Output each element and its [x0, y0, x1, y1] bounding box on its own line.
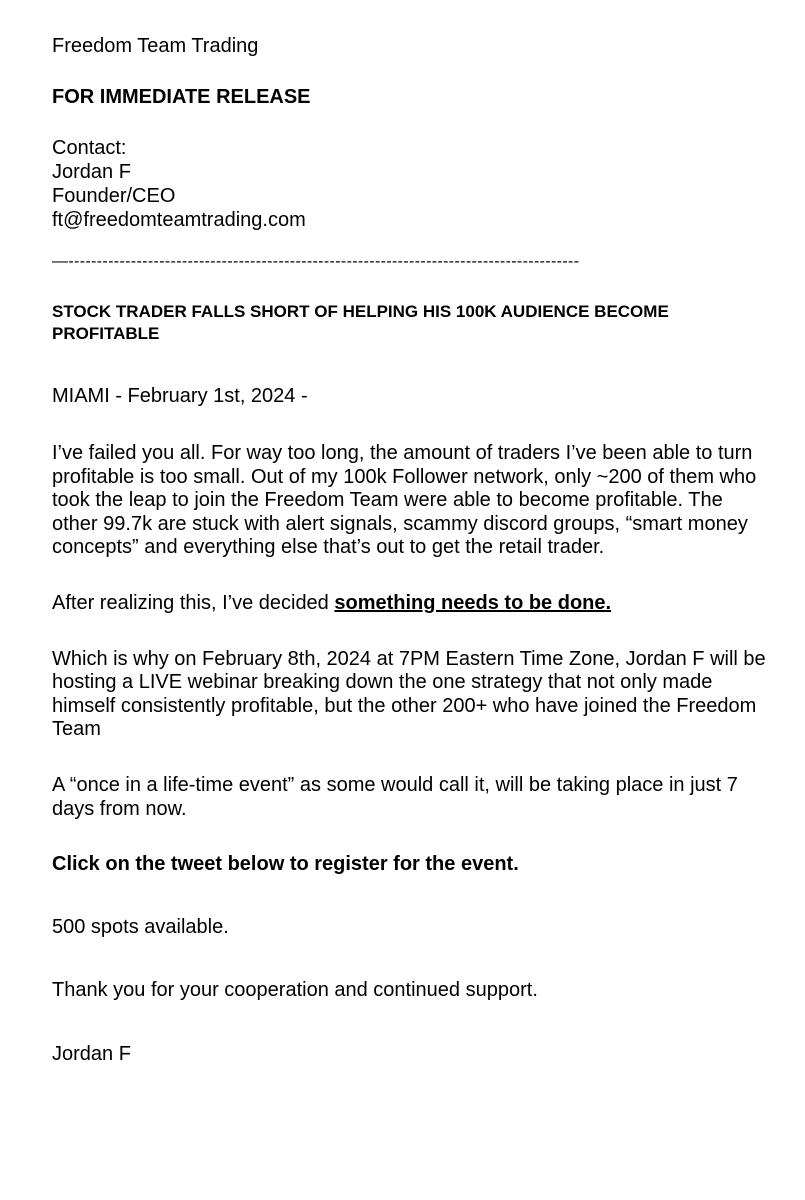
press-release-document	[52, 34, 772, 1067]
contact-block	[52, 136, 772, 232]
paragraph-call-to-action: Click on the tweet below to register for the event.	[52, 853, 519, 876]
contact-title: Founder/CEO	[52, 185, 176, 207]
headline: STOCK TRADER FALLS SHORT OF HELPING HIS 100K AUDIENCE BECOME PROFITABLE	[52, 302, 669, 343]
release-label: FOR IMMEDIATE RELEASE	[52, 86, 311, 108]
paragraph-webinar: Which is why on February 8th, 2024 at 7PM Eastern Time Zone, Jordan F will be hosting a LIVE webinar breaking down the one strategy that not only made himself consistently profitable, but the other 200+ who have joined the Freedom Team	[52, 647, 766, 741]
paragraph-thanks: Thank you for your cooperation and continued support.	[52, 979, 538, 1002]
organization-name: Freedom Team Trading	[52, 35, 259, 57]
paragraph-decision-text: After realizing this, I’ve decided	[52, 591, 335, 614]
contact-name: Jordan F	[52, 161, 131, 183]
contact-label: Contact:	[52, 137, 127, 159]
contact-email: ft@freedomteamtrading.com	[52, 209, 306, 231]
paragraph-apology: I’ve failed you all. For way too long, the amount of traders I’ve been able to turn profitable is too small. Out of my 100k Follower network, only ~200 of them who took the leap to join the Freedom Team were able to become profitable. The other 99.7k are stuck with alert signals, scammy discord groups, “smart money concepts” and everything else that’s out to get the retail trader.	[52, 442, 757, 559]
paragraph-decision	[52, 592, 772, 616]
emphasis-text: something needs to be done.	[334, 591, 612, 614]
paragraph-event: A “once in a life-time event” as some would call it, will be taking place in just 7 days from now.	[52, 773, 738, 820]
dateline: MIAMI - February 1st, 2024 -	[52, 385, 308, 407]
section-divider: —------------------------------------------------------------------------------------------	[52, 253, 580, 270]
paragraph-spots: 500 spots available.	[52, 915, 229, 938]
signature-name: Jordan F	[52, 1042, 131, 1065]
